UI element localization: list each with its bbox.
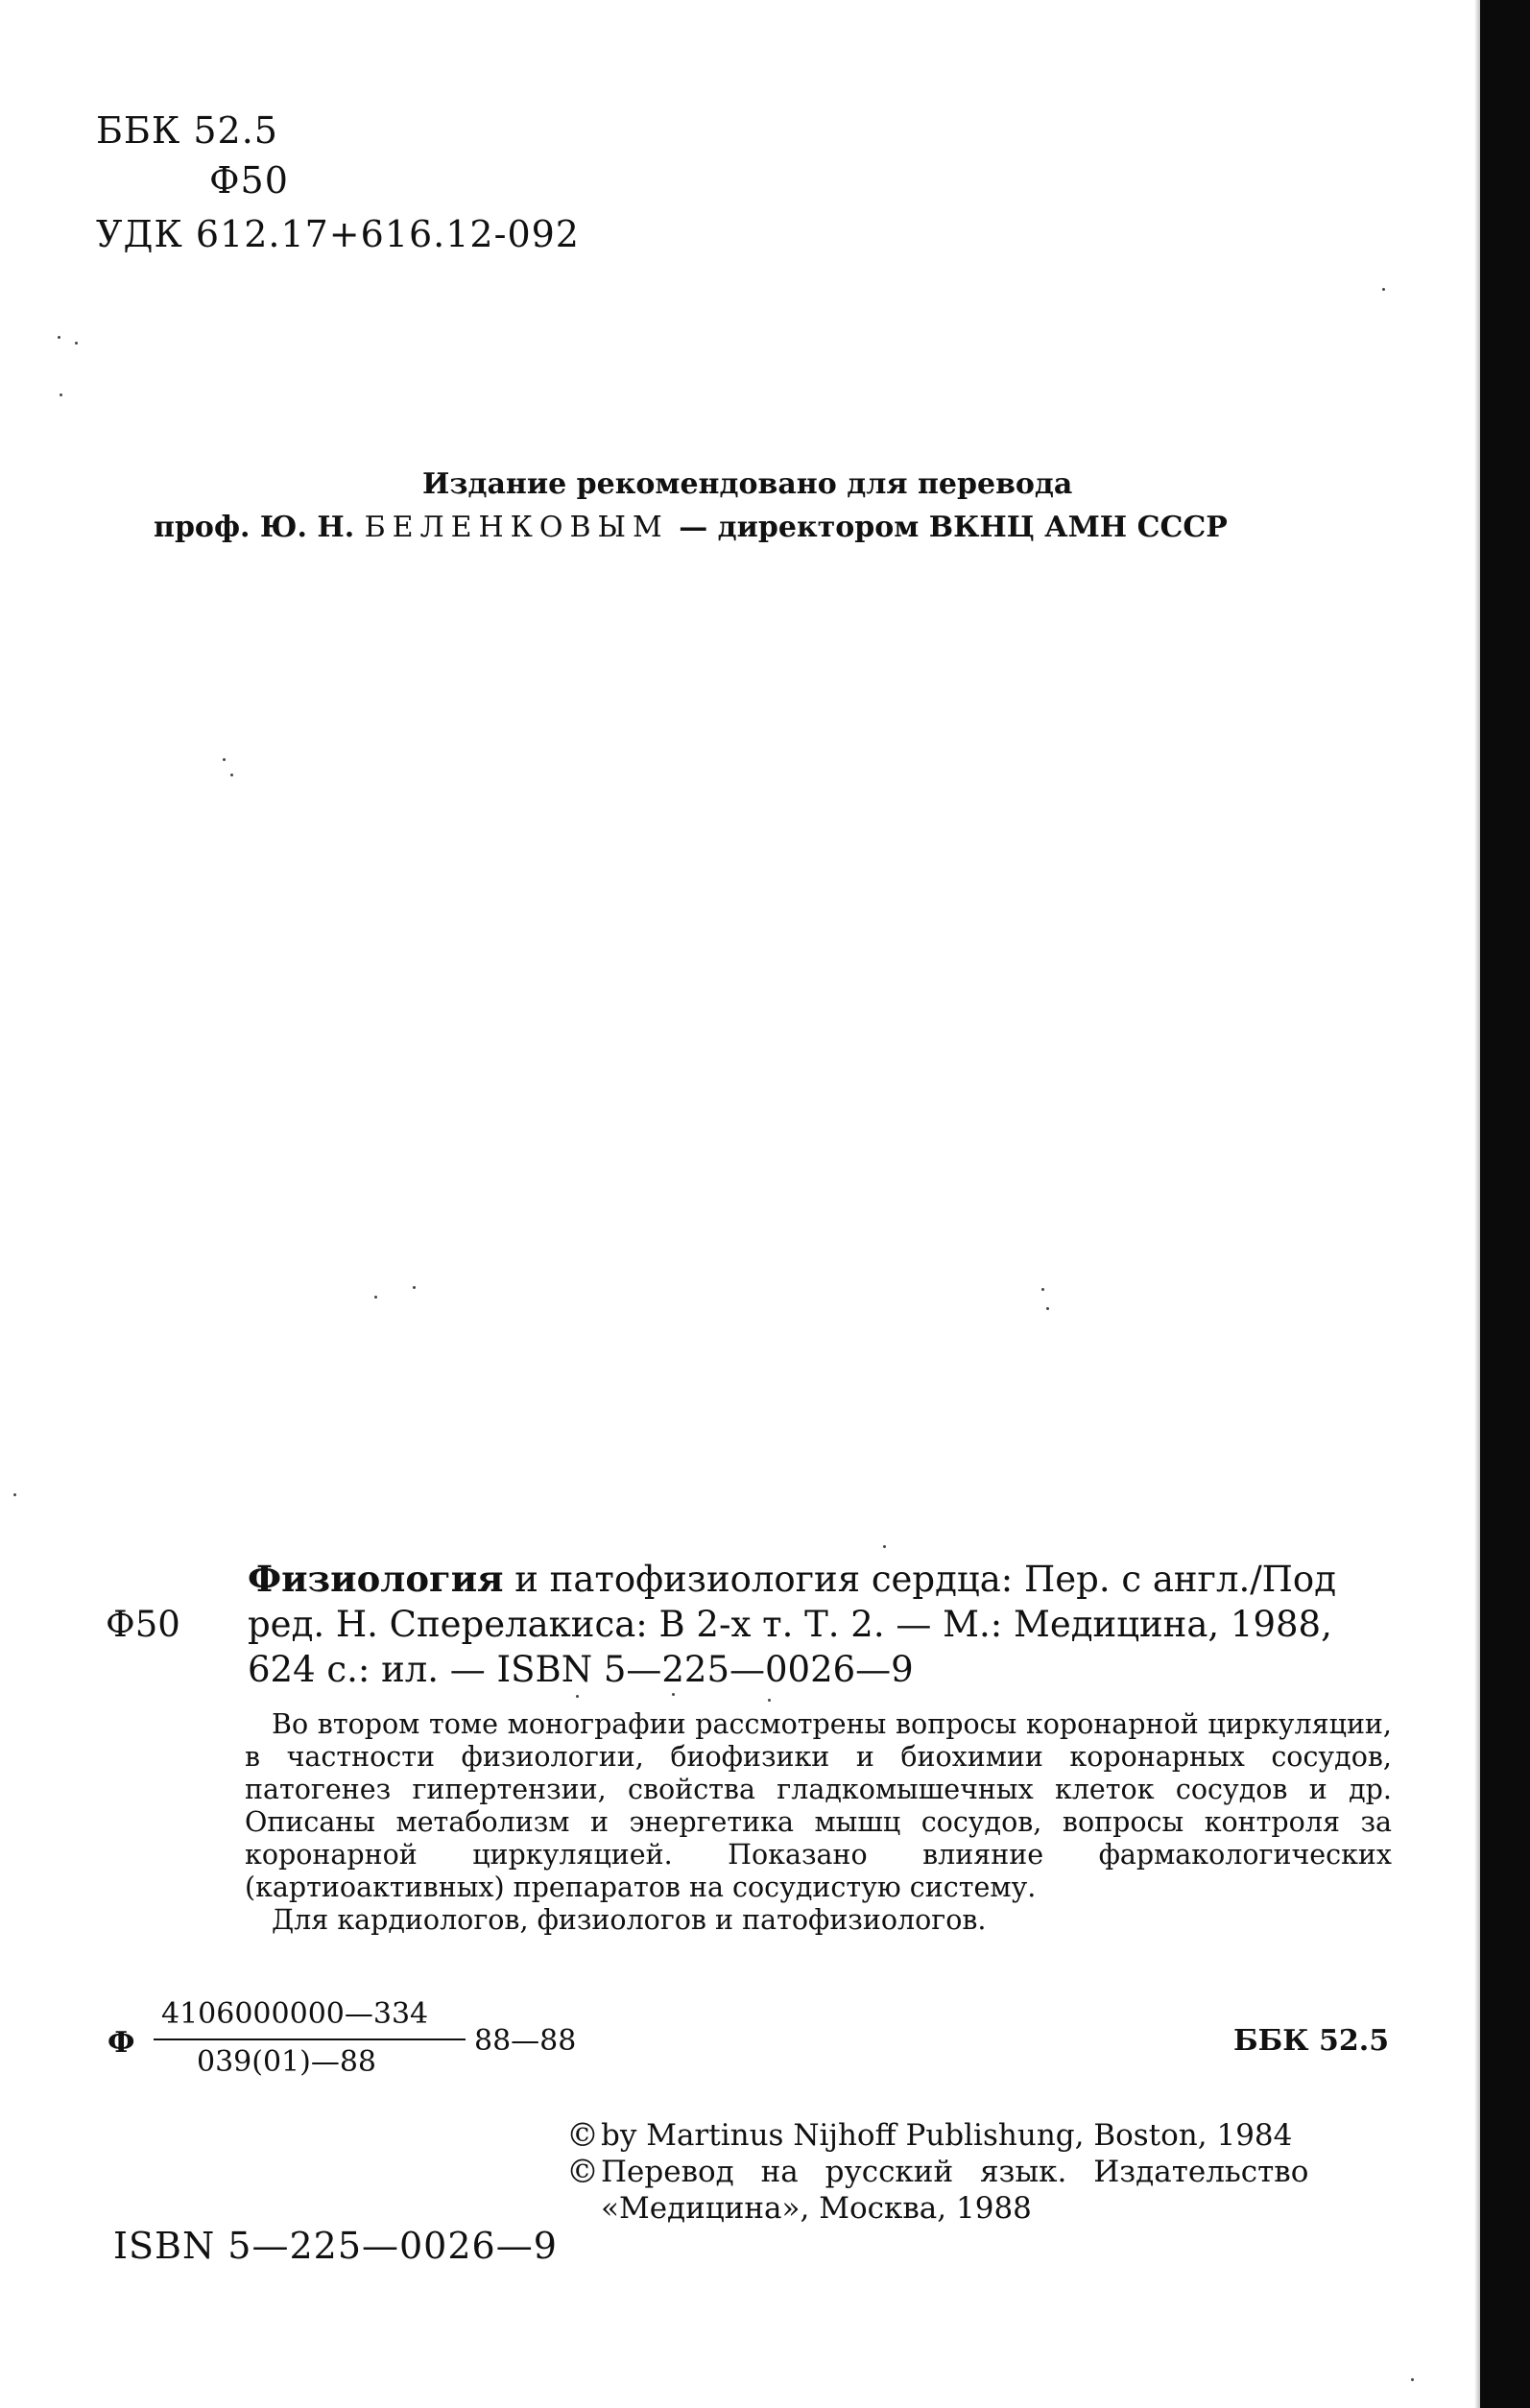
recommender-name: БЕЛЕНКОВЫМ <box>364 511 669 544</box>
index-suffix: 88—88 <box>474 2024 577 2058</box>
fraction-line <box>154 2038 466 2040</box>
abstract-paragraph-1: Во втором томе монографии рассмотрены вопросы коронарной циркуляции, в частности физиологии, биофизики и биохимии коронарных сосудов, патогенез гипертензии, свойства гладкомышечных клеток сосудов и др. Описаны метаболизм и энергетика мышц сосудов, вопросы контроля за коронарной циркуляцией. Показано влияние фармакологических (картиоактивных) препаратов на сосудистую систему. <box>245 1708 1392 1903</box>
bibliographic-record-line-1 <box>248 1557 1336 1602</box>
scan-edge <box>1480 0 1530 2408</box>
copyright-line-3: «Медицина», Москва, 1988 <box>601 2191 1032 2226</box>
copyright-block <box>566 2117 1308 2227</box>
isbn: ISBN 5—225—0026—9 <box>113 2225 558 2267</box>
copyright-line-2: Перевод на русский язык. Издательство <box>601 2155 1309 2189</box>
udk-code: УДК 612.17+616.12-092 <box>96 213 580 255</box>
index-letter: Ф <box>108 2026 135 2060</box>
recommendation-prefix: проф. Ю. Н. <box>154 511 355 544</box>
copyright-symbol: © <box>566 2116 599 2155</box>
index-bbk: ББК 52.5 <box>1233 2024 1390 2058</box>
author-mark: Ф50 <box>209 159 289 202</box>
recommendation-line-2 <box>154 509 1228 547</box>
index-denominator: 039(01)—88 <box>197 2045 377 2079</box>
book-title-keyword: Физиология <box>248 1558 504 1600</box>
bibliographic-record-line-3: 624 с.: ил. — ISBN 5—225—0026—9 <box>248 1649 914 1690</box>
recommendation-suffix: — директором ВКНЦ АМН СССР <box>679 511 1228 544</box>
bibliographic-record-line-2: ред. Н. Сперелакиса: В 2-х т. Т. 2. — М.: Медицина, 1988, <box>248 1604 1332 1645</box>
abstract <box>245 1708 1392 1937</box>
bbk-code: ББК 52.5 <box>96 109 278 152</box>
index-numerator: 4106000000—334 <box>161 1997 429 2031</box>
recommendation-line-1: Издание рекомендовано для перевода <box>422 467 1073 501</box>
bibliographic-mark: Ф50 <box>106 1604 180 1645</box>
copyright-row-2 <box>566 2154 1308 2190</box>
copyright-symbol: © <box>566 2153 599 2191</box>
abstract-paragraph-2: Для кардиологов, физиологов и патофизиологов. <box>272 1904 987 1936</box>
book-title-rest: и патофизиология сердца: Пер. с англ./Под <box>503 1559 1336 1600</box>
copyright-line-1: by Martinus Nijhoff Publishung, Boston, 1984 <box>601 2118 1293 2153</box>
copyright-row-1 <box>566 2117 1308 2154</box>
copyright-row-3 <box>566 2190 1308 2227</box>
